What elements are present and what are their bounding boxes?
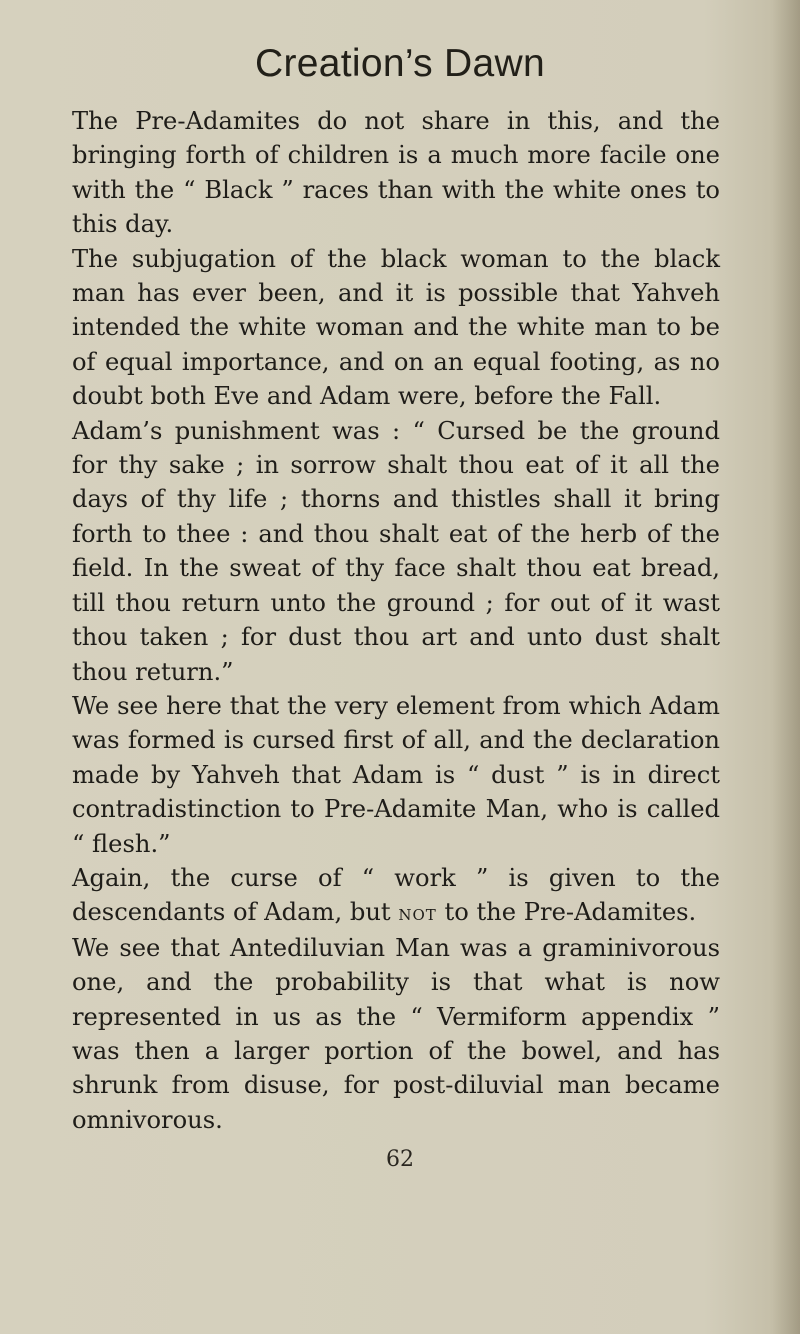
page-edge-shadow [772,0,800,1334]
running-head: Creation’s Dawn [255,42,545,85]
paragraph-4: We see here that the very element from which Adam was formed is cursed first of all, and the declaration made by Yahveh that Adam is “ dust ” is in direct contradistinction to Pre-Adamite Man, who is called “ flesh.” [72,691,720,858]
paragraph-5 [72,861,720,931]
paragraph-2: The subjugation of the black woman to the black man has ever been, and it is possible that Yahveh intended the white woman and the white man to be of equal importance, and on an equal footing, as no doubt both Eve and Adam were, before the Fall. [72,244,720,411]
paragraph-5-emphasis: not [398,901,437,926]
paragraph-5-text-before: Again, the curse of “ work ” is given to the descendants of Adam, but [72,863,720,927]
body-text [72,104,720,1137]
paragraph-6: We see that Antediluvian Man was a graminivorous one, and the probability is that what is now represented in us as the “ Vermiform appendix ” was then a larger portion of the bowel, and has shrunk from disuse, for post-diluvial man became omnivorous. [72,933,720,1134]
paragraph-3: Adam’s punishment was : “ Cursed be the ground for thy sake ; in sorrow shalt thou eat of it all the days of thy life ; thorns and thistles shall it bring forth to thee : and thou shalt eat of the herb of the field. In the sweat of thy face shalt thou eat bread, till thou return unto the ground ; for out of it wast thou taken ; for dust thou art and unto dust shalt thou return.” [72,416,720,686]
paragraph-1: The Pre-Adamites do not share in this, and the bringing forth of children is a much more facile one with the “ Black ” races than with the white ones to this day. [72,107,720,239]
page-number: 62 [386,1147,414,1172]
paragraph-5-text-after: to the Pre-Adamites. [444,898,697,927]
